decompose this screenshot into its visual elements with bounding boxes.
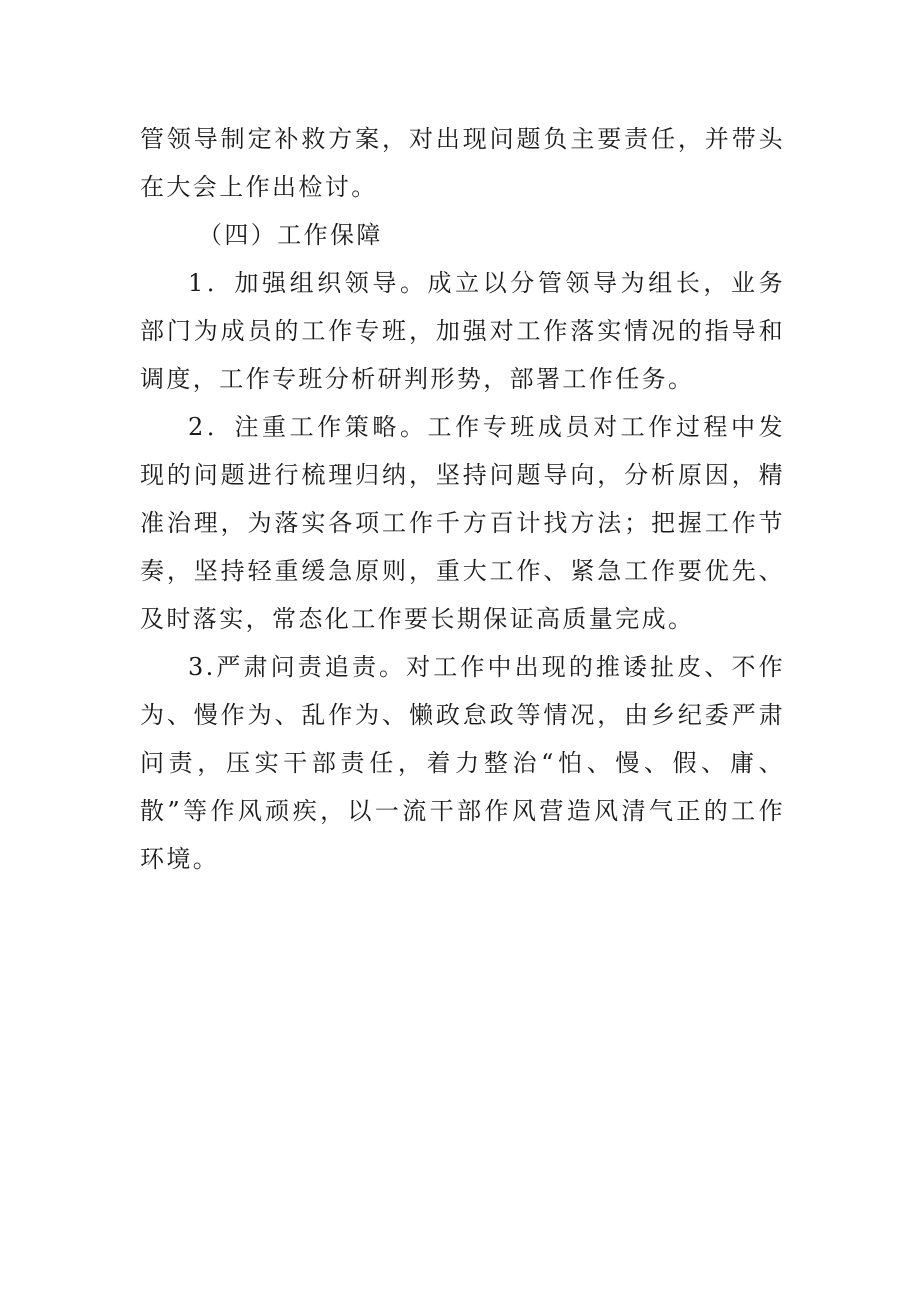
paragraph-continuation: 管领导制定补救方案，对出现问题负主要责任，并带头在大会上作出检讨。 bbox=[140, 125, 785, 201]
paragraph-item-3: 3.严肃问责追责。对工作中出现的推诿扯皮、不作为、慢作为、乱作为、懒政怠政等情况，由乡纪委严肃问责，压实干部责任，着力整治“怕、慢、假、庸、散”等作风顽疾，以一流干部作风营造风清气正的工作环境。 bbox=[140, 653, 785, 873]
document-body bbox=[140, 115, 785, 883]
paragraph-item-2: 2．注重工作策略。工作专班成员对工作过程中发现的问题进行梳理归纳，坚持问题导向，分析原因，精准治理，为落实各项工作千方百计找方法；把握工作节奏，坚持轻重缓急原则，重大工作、紧急工作要优先、及时落实，常态化工作要长期保证高质量完成。 bbox=[140, 413, 785, 633]
section-heading-work-guarantee: （四）工作保障 bbox=[198, 221, 383, 249]
paragraph-item-1: 1．加强组织领导。成立以分管领导为组长，业务部门为成员的工作专班，加强对工作落实情况的指导和调度，工作专班分析研判形势，部署工作任务。 bbox=[140, 269, 785, 393]
